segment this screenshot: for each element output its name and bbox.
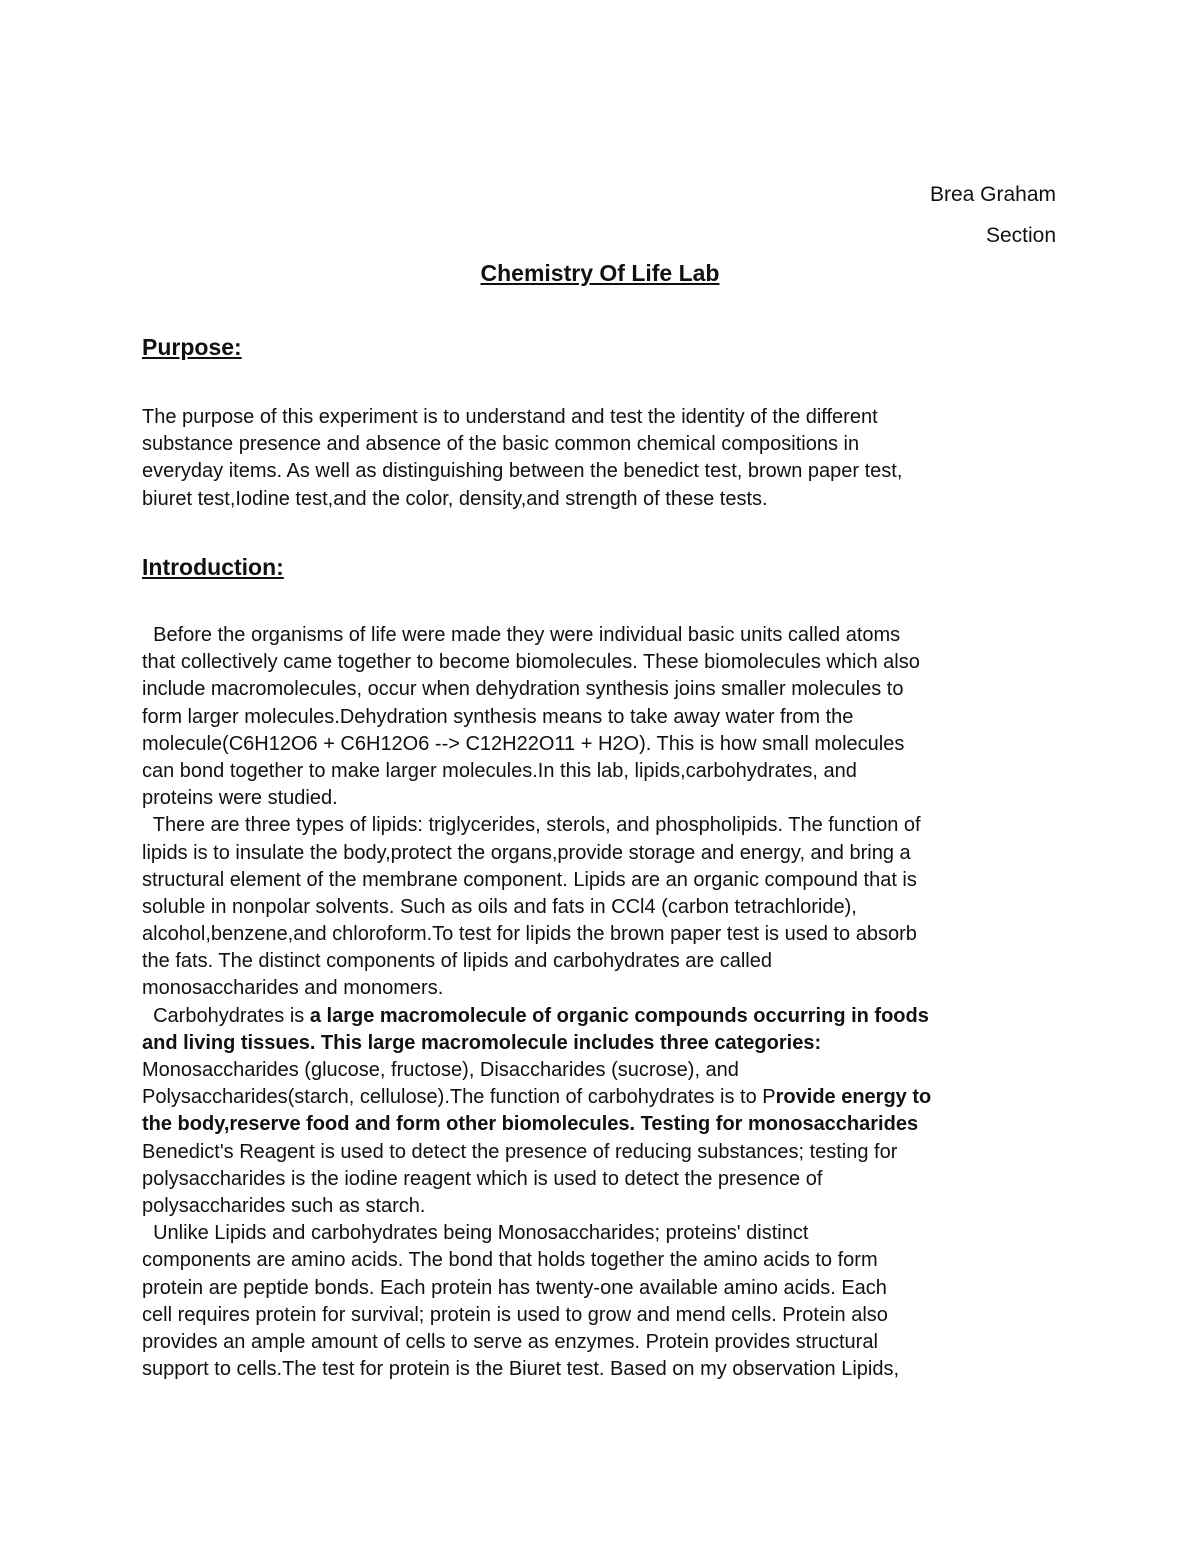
- text-run: monosaccharides and monomers.: [142, 977, 444, 1000]
- text-run: Before the organisms of life were made they were individual basic units called atoms: [142, 624, 901, 646]
- text-run: Unlike Lipids and carbohydrates being Monosaccharides; proteins' distinct: [142, 1222, 809, 1245]
- text-run: Monosaccharides (glucose, fructose), Disaccharides (sucrose), and: [142, 1059, 739, 1081]
- purpose-line: biuret test,Iodine test,and the color, density,and strength of these tests.: [142, 487, 768, 510]
- text-run: the fats. The distinct components of lipids and carbohydrates are called: [142, 950, 772, 973]
- introduction-line: [142, 622, 1062, 649]
- text-run: that collectively came together to become biomolecules. These biomolecules which also: [142, 651, 920, 674]
- introduction-line: [142, 1247, 1062, 1274]
- text-run: protein are peptide bonds. Each protein has twenty-one available amino acids. Each: [142, 1276, 887, 1299]
- introduction-line: [142, 1057, 1062, 1084]
- text-run: molecule(C6H12O6 + C6H12O6 --> C12H22O11 + H2O). This is how small molecules: [142, 732, 905, 755]
- introduction-line: [142, 704, 1062, 731]
- introduction-line: [142, 867, 1062, 894]
- text-run: can bond together to make larger molecules.In this lab, lipids,carbohydrates, and: [142, 759, 857, 782]
- introduction-line: [142, 731, 1062, 758]
- introduction-line: [142, 1356, 1062, 1383]
- introduction-line: [142, 975, 1062, 1002]
- introduction-line: [142, 894, 1062, 921]
- purpose-paragraph: [142, 404, 1062, 513]
- introduction-line: [142, 758, 1062, 785]
- text-run: provides an ample amount of cells to serve as enzymes. Protein provides structural: [142, 1330, 878, 1353]
- introduction-line: [142, 1220, 1062, 1247]
- purpose-line: everyday items. As well as distinguishing between the benedict test, brown paper test,: [142, 460, 903, 483]
- introduction-line: [142, 1193, 1062, 1220]
- text-run: Carbohydrates is: [142, 1004, 310, 1027]
- introduction-line: [142, 1329, 1062, 1356]
- bold-text-run: a large macromolecule of organic compounds occurring in foods: [309, 1004, 929, 1027]
- bold-text-run: rovide energy to: [775, 1086, 932, 1109]
- section-label: Section: [985, 224, 1056, 247]
- text-run: proteins were studied.: [142, 787, 338, 810]
- bold-text-run: and living tissues. This large macromolecule includes three categories:: [142, 1031, 822, 1054]
- purpose-line: The purpose of this experiment is to understand and test the identity of the different: [142, 406, 878, 428]
- text-run: polysaccharides is the iodine reagent which is used to detect the presence of: [142, 1167, 823, 1190]
- text-run: There are three types of lipids: triglycerides, sterols, and phospholipids. The function of: [142, 814, 921, 837]
- introduction-line: [142, 1030, 1062, 1057]
- introduction-line: [142, 1111, 1062, 1138]
- text-run: form larger molecules.Dehydration synthesis means to take away water from the: [142, 705, 854, 728]
- purpose-line: substance presence and absence of the basic common chemical compositions in: [142, 433, 860, 456]
- text-run: cell requires protein for survival; protein is used to grow and mend cells. Protein also: [142, 1303, 888, 1326]
- introduction-body: [142, 622, 1062, 1383]
- text-run: support to cells.The test for protein is the Biuret test. Based on my observation Lipids,: [142, 1358, 900, 1381]
- text-run: alcohol,benzene,and chloroform.To test for lipids the brown paper test is used to absorb: [142, 923, 917, 946]
- introduction-line: [142, 812, 1062, 839]
- bold-text-run: the body,reserve food and form other biomolecules. Testing for monosaccharides: [142, 1113, 919, 1136]
- text-run: polysaccharides such as starch.: [142, 1194, 426, 1217]
- introduction-line: [142, 1003, 1062, 1030]
- author-name: Brea Graham: [929, 183, 1056, 206]
- document-title: Chemistry Of Life Lab: [480, 260, 720, 286]
- text-run: Polysaccharides(starch, cellulose).The function of carbohydrates is to P: [142, 1086, 776, 1109]
- purpose-heading: Purpose:: [142, 334, 242, 360]
- text-run: structural element of the membrane component. Lipids are an organic compound that is: [142, 868, 917, 891]
- text-run: lipids is to insulate the body,protect the organs,provide storage and energy, and bring a: [142, 841, 911, 864]
- introduction-line: [142, 1302, 1062, 1329]
- introduction-line: [142, 1139, 1062, 1166]
- introduction-line: [142, 1275, 1062, 1302]
- introduction-line: [142, 921, 1062, 948]
- text-run: components are amino acids. The bond that holds together the amino acids to form: [142, 1249, 878, 1272]
- introduction-line: [142, 1084, 1062, 1111]
- introduction-line: [142, 649, 1062, 676]
- text-run: Benedict's Reagent is used to detect the presence of reducing substances; testing for: [142, 1140, 898, 1163]
- introduction-line: [142, 676, 1062, 703]
- introduction-line: [142, 948, 1062, 975]
- text-run: include macromolecules, occur when dehydration synthesis joins smaller molecules to: [142, 678, 904, 701]
- introduction-heading: Introduction:: [142, 554, 284, 580]
- text-run: soluble in nonpolar solvents. Such as oils and fats in CCl4 (carbon tetrachloride),: [142, 895, 857, 918]
- introduction-line: [142, 1166, 1062, 1193]
- introduction-line: [142, 785, 1062, 812]
- introduction-line: [142, 840, 1062, 867]
